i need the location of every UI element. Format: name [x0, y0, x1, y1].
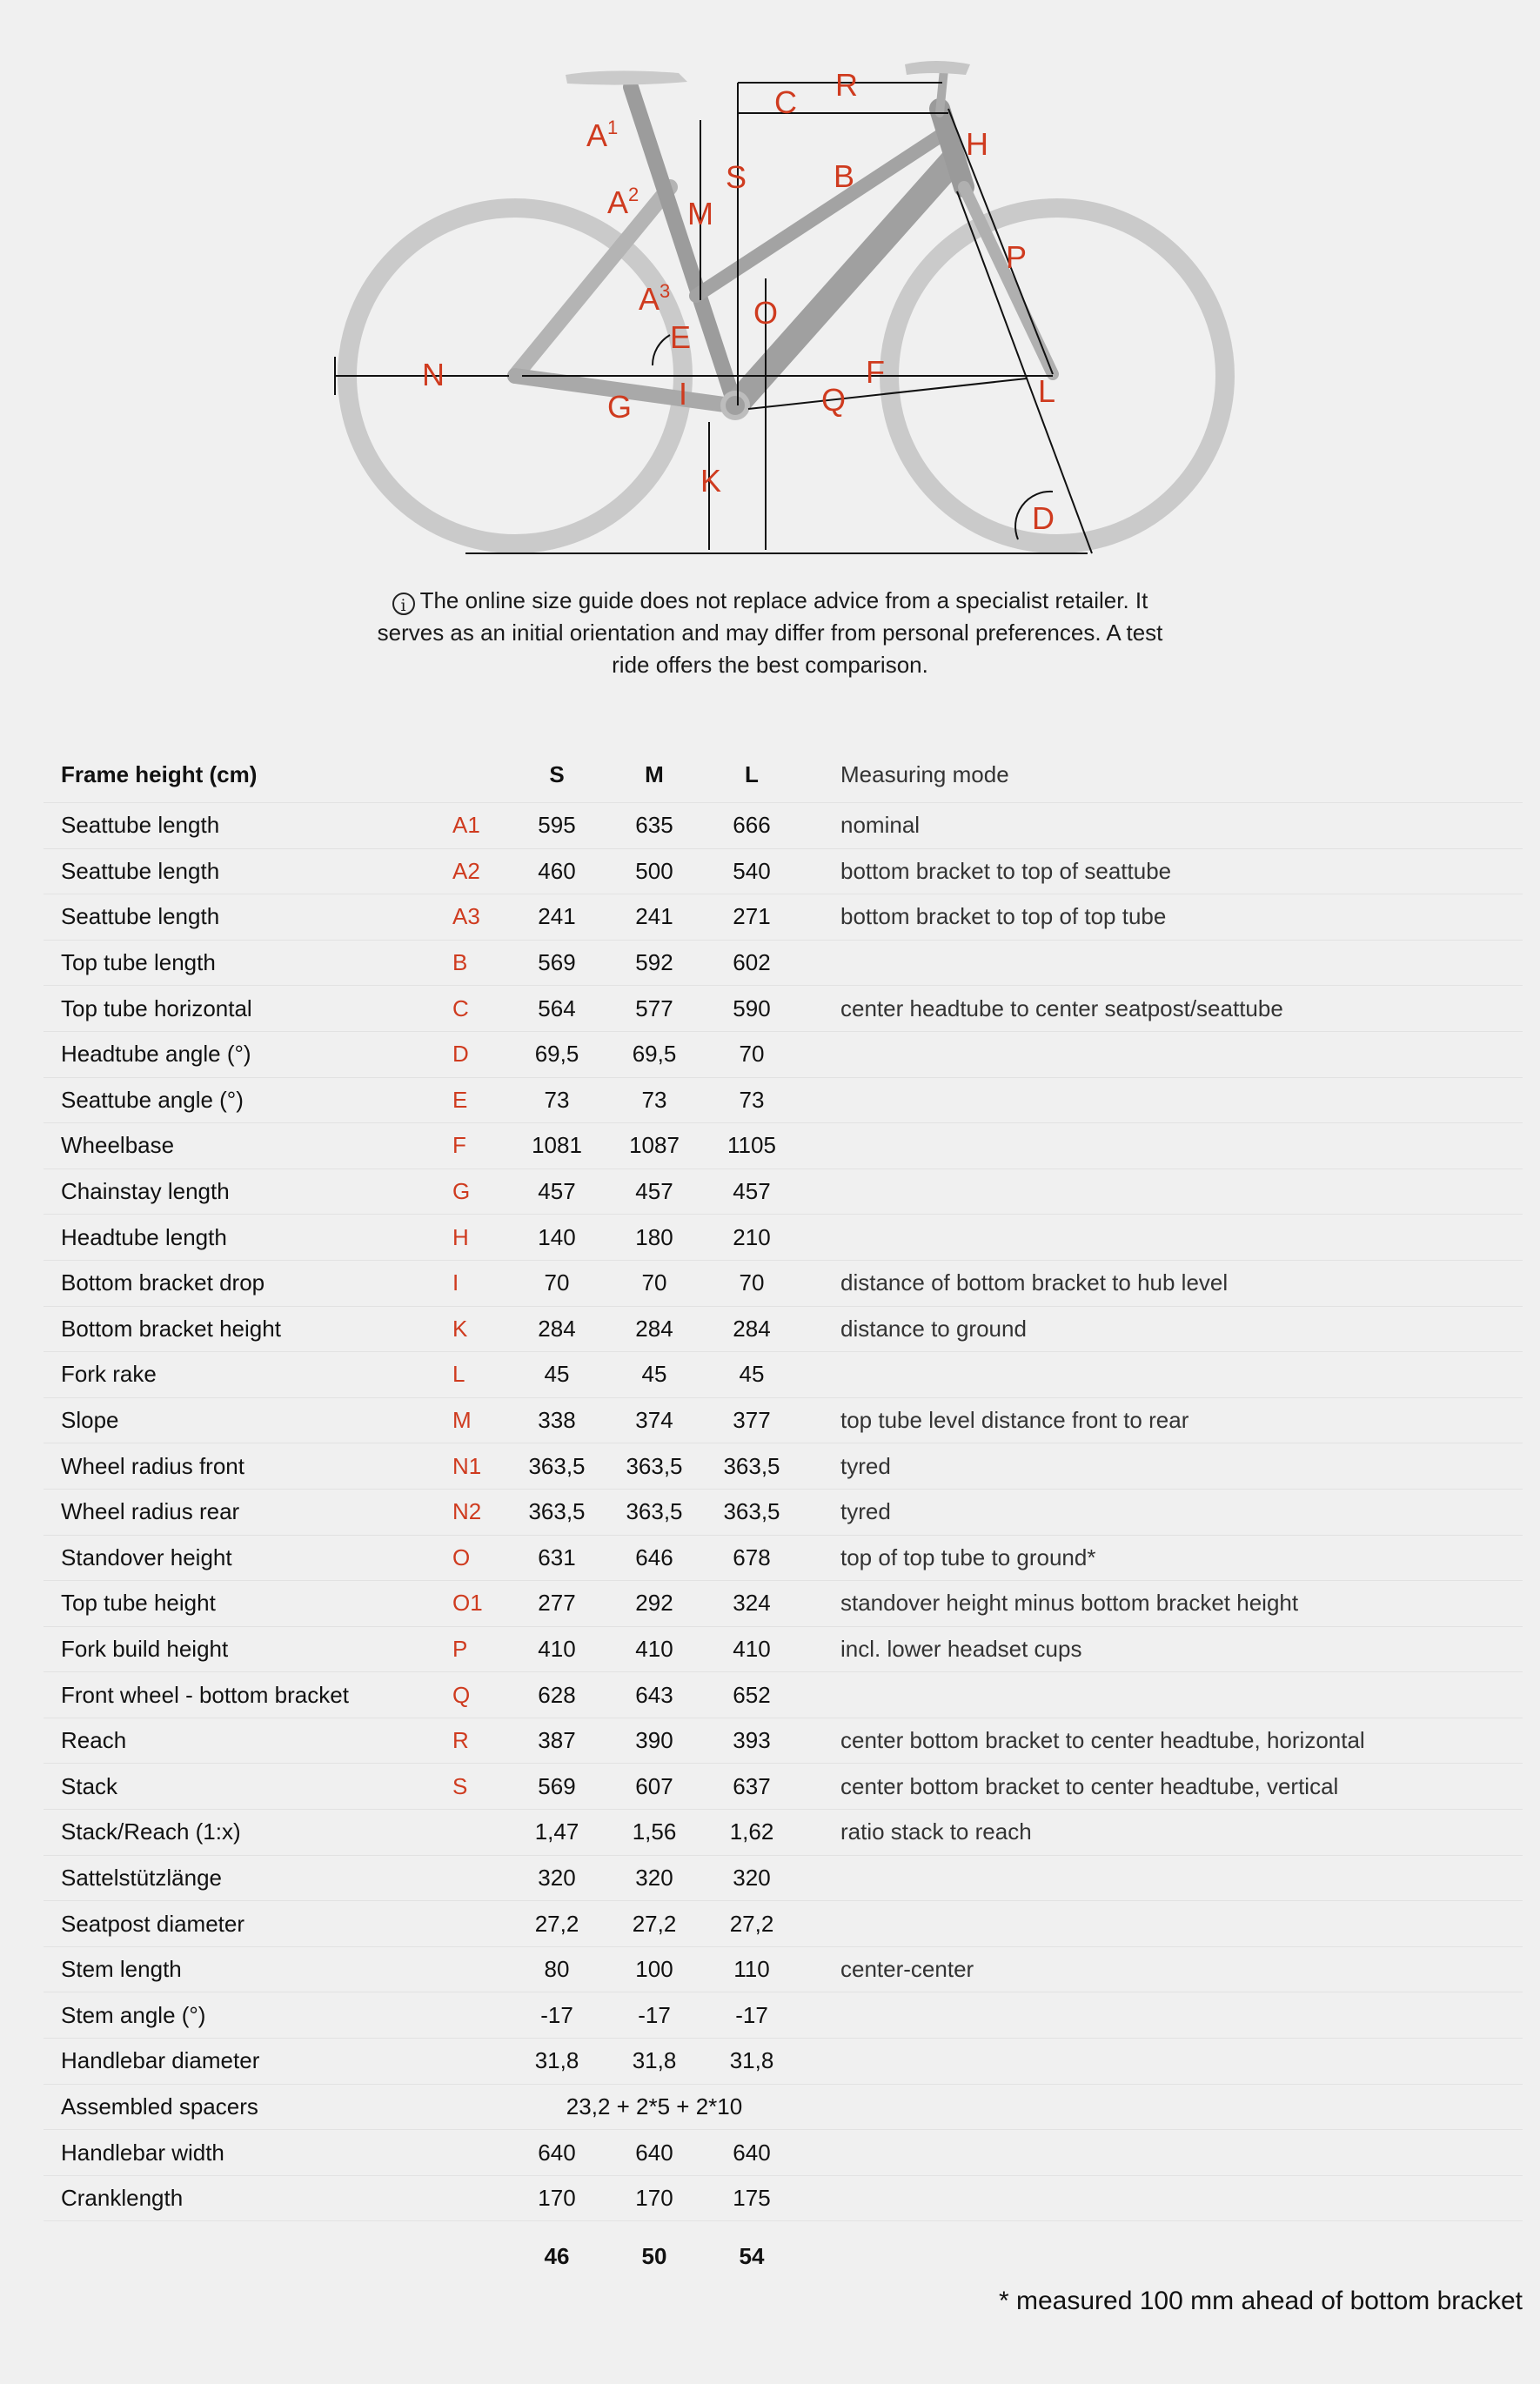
row-value-m: 607 [606, 1764, 703, 1810]
row-code: O [452, 1535, 508, 1581]
table-row [44, 1077, 1523, 1123]
row-code: A1 [452, 803, 508, 849]
row-value-l: 678 [703, 1535, 800, 1581]
row-value-m: 320 [606, 1855, 703, 1901]
table-row [44, 940, 1523, 986]
row-value-s: 140 [508, 1215, 606, 1261]
row-value-m: 69,5 [606, 1031, 703, 1077]
row-value-l: 602 [703, 940, 800, 986]
table-row [44, 1855, 1523, 1901]
row-value-s: 80 [508, 1946, 606, 1992]
row-value-m: 1,56 [606, 1810, 703, 1856]
table-row [44, 1626, 1523, 1672]
row-value-s: 640 [508, 2130, 606, 2176]
row-name: Stem length [44, 1946, 452, 1992]
row-code [452, 1992, 508, 2039]
row-code: D [452, 1031, 508, 1077]
table-row [44, 986, 1523, 1032]
row-mode [800, 2039, 1523, 2085]
table-row [44, 1260, 1523, 1306]
row-value-s: 569 [508, 1764, 606, 1810]
row-name: Seattube length [44, 803, 452, 849]
svg-text:B: B [834, 158, 855, 194]
row-code: C [452, 986, 508, 1032]
row-value-l: 70 [703, 1031, 800, 1077]
row-mode: incl. lower headset cups [800, 1626, 1523, 1672]
row-code [452, 1810, 508, 1856]
table-row [44, 1901, 1523, 1947]
table-header [44, 747, 1523, 803]
row-code [452, 2175, 508, 2221]
row-value-l: 284 [703, 1306, 800, 1352]
table-row [44, 1810, 1523, 1856]
bike-geometry-diagram [0, 0, 1540, 574]
row-name: Stack/Reach (1:x) [44, 1810, 452, 1856]
row-code: Q [452, 1672, 508, 1718]
row-value-m: 284 [606, 1306, 703, 1352]
row-name: Sattelstützlänge [44, 1855, 452, 1901]
row-value-l: 1,62 [703, 1810, 800, 1856]
row-name: Headtube angle (°) [44, 1031, 452, 1077]
table-row [44, 1581, 1523, 1627]
svg-text:Q: Q [821, 382, 847, 418]
row-mode: center bottom bracket to center headtube, horizontal [800, 1718, 1523, 1764]
row-value-l: 73 [703, 1077, 800, 1123]
table-row [44, 1489, 1523, 1535]
row-value-m: 100 [606, 1946, 703, 1992]
svg-text:N: N [422, 357, 445, 392]
footnote: * measured 100 mm ahead of bottom bracket [999, 2287, 1523, 2315]
row-value-s: 73 [508, 1077, 606, 1123]
row-value-m: 390 [606, 1718, 703, 1764]
frame-height-summary [44, 2221, 1523, 2292]
table-row [44, 1352, 1523, 1398]
svg-text:P: P [1006, 239, 1028, 275]
row-value-m: 457 [606, 1169, 703, 1215]
row-value-l: -17 [703, 1992, 800, 2039]
row-value-l: 1105 [703, 1123, 800, 1169]
row-value-s: 284 [508, 1306, 606, 1352]
row-name: Bottom bracket drop [44, 1260, 452, 1306]
info-icon: i [392, 593, 415, 615]
table-row [44, 1672, 1523, 1718]
row-value-l: 31,8 [703, 2039, 800, 2085]
row-code: O1 [452, 1581, 508, 1627]
row-value-l: 393 [703, 1718, 800, 1764]
row-name: Top tube horizontal [44, 986, 452, 1032]
table-row [44, 1169, 1523, 1215]
row-code [452, 2130, 508, 2176]
row-code: N1 [452, 1443, 508, 1490]
row-name: Stack [44, 1764, 452, 1810]
row-value-s: 31,8 [508, 2039, 606, 2085]
row-name: Assembled spacers [44, 2084, 452, 2130]
svg-text:C: C [774, 84, 797, 120]
table-row [44, 1397, 1523, 1443]
table-row [44, 894, 1523, 941]
row-code [452, 1946, 508, 1992]
row-value-l: 377 [703, 1397, 800, 1443]
row-value-l: 590 [703, 986, 800, 1032]
row-code: G [452, 1169, 508, 1215]
row-name: Stem angle (°) [44, 1992, 452, 2039]
row-mode: bottom bracket to top of seattube [800, 848, 1523, 894]
note-text: The online size guide does not replace advice from a specialist retailer. It serves as an initial orientation and may differ from personal preferences. A test ride offers the best comparison. [377, 587, 1163, 678]
row-name: Fork rake [44, 1352, 452, 1398]
row-value-s: 170 [508, 2175, 606, 2221]
row-code: A2 [452, 848, 508, 894]
row-mode: center-center [800, 1946, 1523, 1992]
table-row [44, 1718, 1523, 1764]
row-value-l: 210 [703, 1215, 800, 1261]
row-value-s: 628 [508, 1672, 606, 1718]
row-value-s: 70 [508, 1260, 606, 1306]
row-mode [800, 1215, 1523, 1261]
row-value-l: 27,2 [703, 1901, 800, 1947]
row-value-m: 643 [606, 1672, 703, 1718]
row-value-m: 31,8 [606, 2039, 703, 2085]
summary-s: 46 [544, 2242, 570, 2269]
row-name: Headtube length [44, 1215, 452, 1261]
size-guide-note [365, 585, 1175, 681]
row-mode [800, 2084, 1523, 2130]
row-mode: distance of bottom bracket to hub level [800, 1260, 1523, 1306]
row-value-l: 410 [703, 1626, 800, 1672]
row-name: Wheel radius rear [44, 1489, 452, 1535]
row-name: Standover height [44, 1535, 452, 1581]
header-measuring-mode: Measuring mode [800, 747, 1523, 803]
svg-text:E: E [670, 319, 692, 355]
row-mode [800, 2175, 1523, 2221]
row-name: Front wheel - bottom bracket [44, 1672, 452, 1718]
row-mode: center headtube to center seatpost/seattube [800, 986, 1523, 1032]
row-mode [800, 1031, 1523, 1077]
row-value-m: 635 [606, 803, 703, 849]
row-value-m: 1087 [606, 1123, 703, 1169]
row-value-l: 640 [703, 2130, 800, 2176]
row-code: B [452, 940, 508, 986]
row-value-s: 69,5 [508, 1031, 606, 1077]
header-frame-height: Frame height (cm) [44, 747, 452, 803]
header-size-l: L [703, 747, 800, 803]
row-name: Top tube length [44, 940, 452, 986]
row-value-s: 631 [508, 1535, 606, 1581]
row-value-s: -17 [508, 1992, 606, 2039]
row-value-s: 410 [508, 1626, 606, 1672]
saddle [566, 70, 687, 84]
row-name: Chainstay length [44, 1169, 452, 1215]
row-name: Wheelbase [44, 1123, 452, 1169]
row-value-m: 646 [606, 1535, 703, 1581]
row-value-m: 45 [606, 1352, 703, 1398]
row-code: A3 [452, 894, 508, 941]
row-mode [800, 1855, 1523, 1901]
table-row [44, 1535, 1523, 1581]
svg-text:A1: $A^1$ [586, 117, 619, 153]
row-value-s: 27,2 [508, 1901, 606, 1947]
table-row [44, 1215, 1523, 1261]
summary-m: 50 [641, 2242, 667, 2269]
row-value-s: 457 [508, 1169, 606, 1215]
row-value-l: 271 [703, 894, 800, 941]
row-code: R [452, 1718, 508, 1764]
row-value-s: 277 [508, 1581, 606, 1627]
row-mode: bottom bracket to top of top tube [800, 894, 1523, 941]
row-code [452, 2084, 508, 2130]
table-row [44, 2175, 1523, 2221]
row-value-s: 564 [508, 986, 606, 1032]
table-row [44, 2084, 1523, 2130]
row-name: Top tube height [44, 1581, 452, 1627]
row-value-m: 70 [606, 1260, 703, 1306]
row-mode: center bottom bracket to center headtube, vertical [800, 1764, 1523, 1810]
row-mode [800, 1352, 1523, 1398]
row-value-l: 175 [703, 2175, 800, 2221]
row-value-l: 70 [703, 1260, 800, 1306]
row-mode [800, 940, 1523, 986]
table-row [44, 1123, 1523, 1169]
row-value-m: 374 [606, 1397, 703, 1443]
row-name: Seattube length [44, 848, 452, 894]
row-value-span: 23,2 + 2*5 + 2*10 [508, 2084, 800, 2130]
row-name: Handlebar diameter [44, 2039, 452, 2085]
svg-text:K: K [700, 463, 722, 499]
svg-text:A2: $A^2$ [607, 184, 639, 220]
row-value-s: 1,47 [508, 1810, 606, 1856]
table-row [44, 1946, 1523, 1992]
row-value-s: 387 [508, 1718, 606, 1764]
header-size-m: M [606, 747, 703, 803]
svg-text:F: F [866, 354, 885, 390]
row-mode [800, 1901, 1523, 1947]
row-value-l: 320 [703, 1855, 800, 1901]
row-name: Seattube angle (°) [44, 1077, 452, 1123]
row-name: Fork build height [44, 1626, 452, 1672]
row-value-s: 1081 [508, 1123, 606, 1169]
row-value-m: 592 [606, 940, 703, 986]
svg-text:I: I [679, 376, 688, 412]
table-row [44, 1306, 1523, 1352]
row-value-m: 500 [606, 848, 703, 894]
row-value-s: 338 [508, 1397, 606, 1443]
row-code [452, 1855, 508, 1901]
row-value-m: 292 [606, 1581, 703, 1627]
table-row [44, 1992, 1523, 2039]
handlebar [905, 61, 970, 75]
row-name: Bottom bracket height [44, 1306, 452, 1352]
row-name: Handlebar width [44, 2130, 452, 2176]
svg-text:G: G [607, 389, 633, 425]
row-value-m: 363,5 [606, 1489, 703, 1535]
table-row [44, 2039, 1523, 2085]
row-value-m: 577 [606, 986, 703, 1032]
header-size-s: S [508, 747, 606, 803]
row-mode [800, 1169, 1523, 1215]
row-value-m: 170 [606, 2175, 703, 2221]
row-code: H [452, 1215, 508, 1261]
row-value-l: 324 [703, 1581, 800, 1627]
row-code: F [452, 1123, 508, 1169]
row-value-m: 363,5 [606, 1443, 703, 1490]
row-mode: standover height minus bottom bracket height [800, 1581, 1523, 1627]
row-name: Seatpost diameter [44, 1901, 452, 1947]
row-mode: tyred [800, 1443, 1523, 1490]
table-row [44, 803, 1523, 849]
row-code: N2 [452, 1489, 508, 1535]
row-value-m: 410 [606, 1626, 703, 1672]
row-value-s: 595 [508, 803, 606, 849]
row-name: Reach [44, 1718, 452, 1764]
row-value-m: 73 [606, 1077, 703, 1123]
row-value-s: 241 [508, 894, 606, 941]
row-value-s: 45 [508, 1352, 606, 1398]
summary-l: 54 [739, 2242, 765, 2269]
row-value-l: 652 [703, 1672, 800, 1718]
row-value-s: 460 [508, 848, 606, 894]
row-mode [800, 1672, 1523, 1718]
row-code: S [452, 1764, 508, 1810]
row-code [452, 1901, 508, 1947]
row-value-m: 180 [606, 1215, 703, 1261]
row-mode [800, 2130, 1523, 2176]
row-mode: top tube level distance front to rear [800, 1397, 1523, 1443]
row-mode: tyred [800, 1489, 1523, 1535]
row-value-l: 45 [703, 1352, 800, 1398]
row-mode [800, 1123, 1523, 1169]
svg-text:H: H [966, 126, 988, 162]
table-row [44, 1443, 1523, 1490]
table-row [44, 1764, 1523, 1810]
svg-text:D: D [1032, 500, 1055, 536]
row-code: E [452, 1077, 508, 1123]
row-value-l: 110 [703, 1946, 800, 1992]
row-code: P [452, 1626, 508, 1672]
svg-text:L: L [1038, 373, 1056, 409]
row-code: I [452, 1260, 508, 1306]
row-mode: top of top tube to ground* [800, 1535, 1523, 1581]
table-row [44, 848, 1523, 894]
row-value-m: 241 [606, 894, 703, 941]
row-code: L [452, 1352, 508, 1398]
table-row [44, 1031, 1523, 1077]
row-mode [800, 1992, 1523, 2039]
row-code [452, 2039, 508, 2085]
row-value-l: 457 [703, 1169, 800, 1215]
row-code: K [452, 1306, 508, 1352]
row-value-s: 363,5 [508, 1489, 606, 1535]
row-value-m: 640 [606, 2130, 703, 2176]
row-mode: ratio stack to reach [800, 1810, 1523, 1856]
row-value-s: 569 [508, 940, 606, 986]
table-row [44, 2130, 1523, 2176]
row-mode: distance to ground [800, 1306, 1523, 1352]
row-name: Seattube length [44, 894, 452, 941]
row-mode [800, 1077, 1523, 1123]
row-value-s: 363,5 [508, 1443, 606, 1490]
row-code: M [452, 1397, 508, 1443]
row-value-l: 637 [703, 1764, 800, 1810]
row-value-s: 320 [508, 1855, 606, 1901]
svg-text:M: M [687, 196, 713, 231]
row-value-l: 363,5 [703, 1443, 800, 1490]
row-name: Slope [44, 1397, 452, 1443]
row-value-l: 666 [703, 803, 800, 849]
row-value-l: 540 [703, 848, 800, 894]
svg-text:A3: $A^3$ [639, 280, 671, 317]
row-name: Cranklength [44, 2175, 452, 2221]
geometry-table [44, 747, 1523, 2291]
row-value-l: 363,5 [703, 1489, 800, 1535]
svg-text:O: O [753, 295, 779, 331]
svg-text:R: R [835, 67, 858, 103]
row-name: Wheel radius front [44, 1443, 452, 1490]
row-value-m: 27,2 [606, 1901, 703, 1947]
svg-text:S: S [726, 159, 747, 195]
row-value-m: -17 [606, 1992, 703, 2039]
row-mode: nominal [800, 803, 1523, 849]
